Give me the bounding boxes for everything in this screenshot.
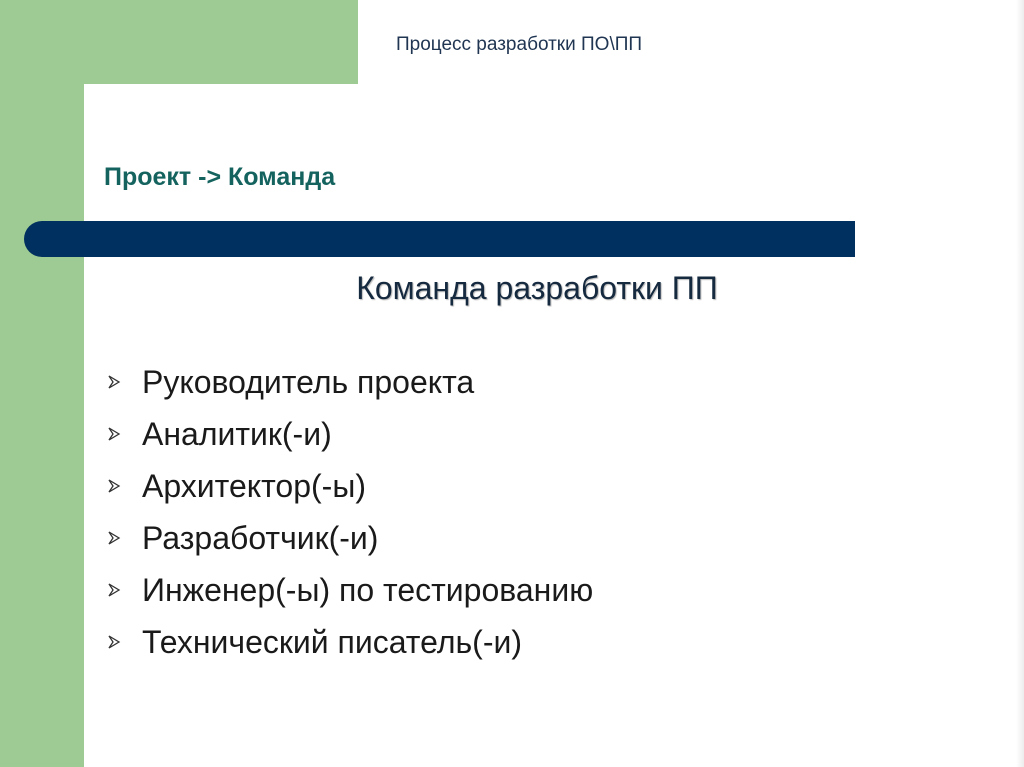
list-item: [106, 512, 593, 564]
list-item: [106, 616, 593, 668]
slide-title: Проект -> Команда: [104, 163, 336, 191]
list-item: [106, 564, 593, 616]
list-item: [106, 460, 593, 512]
sub-heading: Команда разработки ПП: [356, 270, 718, 306]
green-left-band: [0, 0, 84, 767]
bullet-text: Инженер(-ы) по тестированию: [142, 571, 594, 608]
bullet-text: Архитектор(-ы): [142, 467, 366, 504]
green-top-band: [0, 0, 358, 84]
arrow-bullet-icon: [106, 374, 142, 390]
list-item: [106, 356, 593, 408]
list-item: [106, 408, 593, 460]
arrow-bullet-icon: [106, 634, 142, 650]
arrow-bullet-icon: [106, 478, 142, 494]
bullet-text: Аналитик(-и): [142, 415, 332, 452]
bullet-text: Разработчик(-и): [142, 519, 379, 556]
arrow-bullet-icon: [106, 530, 142, 546]
bullet-text: Руководитель проекта: [142, 363, 475, 400]
rounded-corner: [84, 84, 144, 144]
arrow-bullet-icon: [106, 426, 142, 442]
header-title: Процесс разработки ПО\ПП: [396, 34, 643, 55]
title-divider-bar: [24, 221, 855, 257]
page-edge: [1016, 0, 1024, 767]
arrow-bullet-icon: [106, 582, 142, 598]
bullet-text: Технический писатель(-и): [142, 623, 523, 660]
bullet-list: [106, 356, 593, 668]
